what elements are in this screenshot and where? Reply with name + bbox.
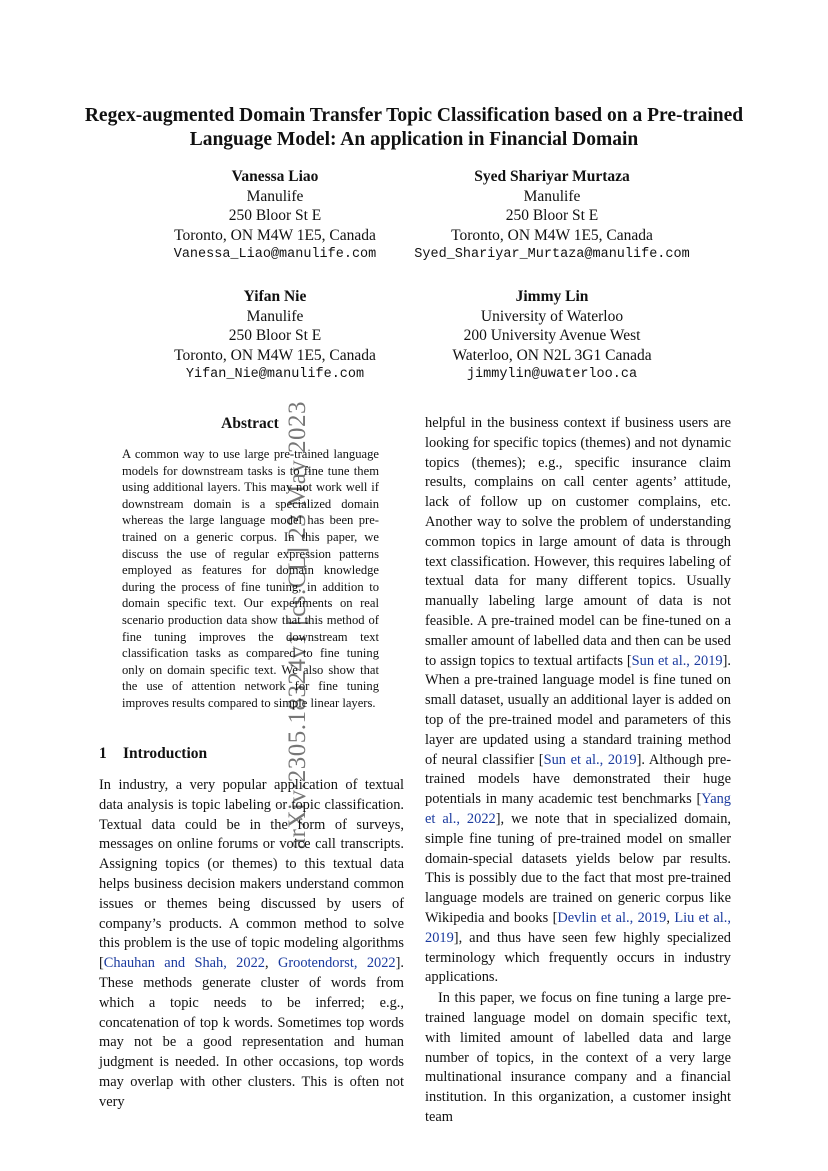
author-city: Toronto, ON M4W 1E5, Canada: [174, 226, 376, 244]
body-text: ,: [666, 909, 675, 926]
author-email[interactable]: jimmylin@uwaterloo.ca: [466, 367, 638, 382]
author-block: [387, 287, 717, 385]
citation-link[interactable]: Liu et al., 2019: [425, 909, 731, 946]
citation-link[interactable]: Grootendorst, 2022: [277, 955, 396, 972]
author-city: Waterloo, ON N2L 3G1 Canada: [452, 346, 652, 364]
abstract-heading: Abstract: [221, 415, 279, 432]
author-email[interactable]: Syed_Shariyar_Murtaza@manulife.com: [414, 247, 690, 262]
body-text: ]. These methods generate cluster of words from which a topic needs to be inferred; e.g., concatenation of top k words. Sometimes top words may not be a good representation and human judgment is needed. In other occasions, top words may overlap with other clusters. This is often not very: [99, 955, 405, 1110]
citation-link[interactable]: Sun et al., 2019: [543, 751, 637, 768]
abstract-text: A common way to use large pre-trained language models for downstream tasks is to fine tune them using additional layers. This may not work well if downstream domain is a specialized domain whereas the large language model has been pre-trained on a generic corpus. In this paper, we discuss the use of regular expression patterns employed as features for domain knowledge during the process of fine tuning, in addition to domain specific text. Our experiments on real scenario production data show that this method of fine tuning improves the downstream text classification tasks as compared to fine tuning only on domain specific text. We also show that the use of attention network for fine tuning improves results compared to simple linear layers.: [122, 447, 379, 710]
body-text: helpful in the business context if business users are looking for specific topics (themes) and not dynamic topics (themes); e.g., specific insurance claim results, complains on call center agents’ attitude, lack of follow up on customer complains, etc. Another way to solve the problem of understanding common topics in large amount of data is through text classification. However, this requires labeling of textual data for many different topics. Usually manually labeling large amount of data is not feasible. A pre-trained model can be fine-tuned on a smaller amount of labelled data and then can be used to assign topics to textual artifacts [: [425, 415, 731, 669]
author-affiliation: Manulife: [246, 187, 304, 205]
body-text: ]. Although pre-trained models have demonstrated their huge potentials in many academic test benchmarks [: [425, 751, 731, 808]
author-name: Jimmy Lin: [515, 288, 589, 305]
author-street: 250 Bloor St E: [505, 207, 599, 224]
right-column: [425, 414, 731, 1128]
section-number: 1: [99, 745, 107, 762]
citation-link[interactable]: Yang et al., 2022: [425, 791, 731, 827]
section-title: Introduction: [123, 745, 208, 762]
author-city: Toronto, ON M4W 1E5, Canada: [451, 226, 653, 244]
author-street: 250 Bloor St E: [228, 207, 322, 224]
body-text: ], we note that in specialized domain, simple fine tuning of pre-trained model on smaller domain-special datasets yields below par results. This is possibly due to the fact that most pre-trained language models are trained on generic corpus like Wikipedia and books [: [425, 810, 731, 926]
body-text: ,: [264, 955, 278, 972]
author-name: Vanessa Liao: [231, 168, 319, 185]
section-heading: [99, 745, 207, 763]
paper-title: Regex-augmented Domain Transfer Topic Classification based on a Pre-trained Language Model: An application in Financial Domain: [84, 105, 744, 150]
author-city: Toronto, ON M4W 1E5, Canada: [174, 346, 376, 364]
body-text: ], and thus have seen few highly specialized terminology which frequently occurs in industry applications.: [425, 929, 731, 986]
citation-link[interactable]: Chauhan and Shah, 2022: [103, 955, 265, 972]
author-name: Yifan Nie: [243, 288, 307, 305]
author-affiliation: Manulife: [523, 187, 581, 205]
author-email[interactable]: Vanessa_Liao@manulife.com: [173, 247, 377, 262]
citation-link[interactable]: Sun et al., 2019: [631, 652, 723, 669]
author-email[interactable]: Yifan_Nie@manulife.com: [185, 367, 365, 382]
body-text: In industry, a very popular application of textual data analysis is topic labeling or topic classification. Textual data could be in the form of surveys, messages on online forums or voice call transcripts. Assigning topics (or themes) to this textual data helps business decision makers understand common issues or themes being discussed by users of company’s products. A common method to solve this problem is the use of topic modeling algorithms [: [99, 777, 404, 972]
intro-paragraph: In this paper, we focus on fine tuning a large pre-trained language model on domain specific text, with limited amount of labelled data and large number of topics, in the context of a very large multinational insurance company and a financial institution. In this organization, a customer insight team: [425, 990, 731, 1125]
author-affiliation: Manulife: [246, 307, 304, 325]
author-street: 250 Bloor St E: [228, 327, 322, 344]
author-affiliation: University of Waterloo: [480, 307, 624, 325]
citation-link[interactable]: Devlin et al., 2019: [557, 909, 667, 926]
intro-paragraph: [425, 414, 731, 988]
body-text: ]. When a pre-trained language model is fine tuned on small dataset, usually an additional layer is added on top of the pre-trained model and parameters of this layer are updated using a standard training method of neural classifier [: [425, 652, 731, 768]
author-street: 200 University Avenue West: [463, 327, 641, 344]
intro-paragraph: [99, 776, 404, 1113]
author-name: Syed Shariyar Murtaza: [474, 168, 630, 185]
arxiv-identifier: arXiv:2305.18324v1 [cs.CL] 23 May 2023: [284, 400, 311, 850]
author-block: [387, 167, 717, 265]
